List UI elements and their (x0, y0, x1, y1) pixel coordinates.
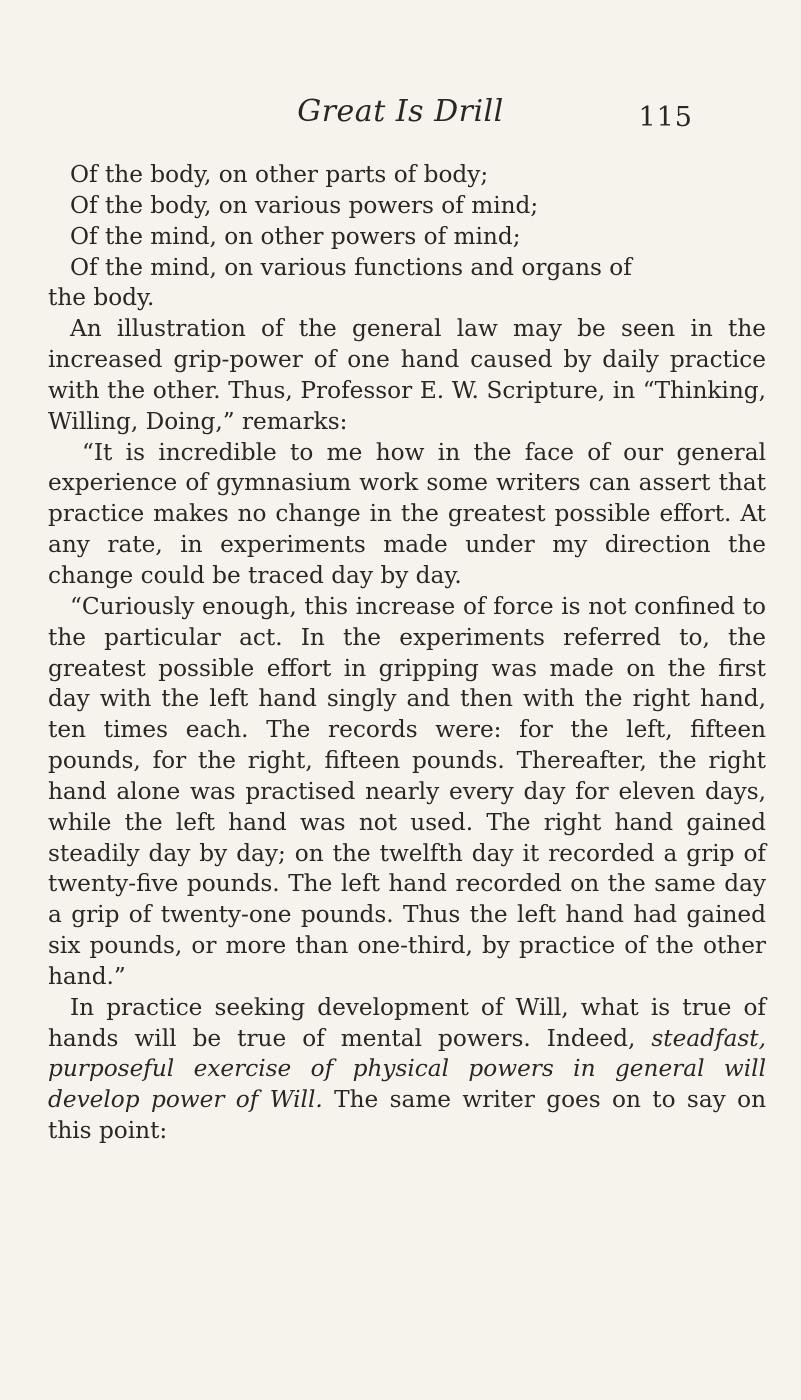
list-line-1: Of the body, on other parts of body; (70, 161, 489, 188)
paragraph-quote-curiously: “Curiously enough, this increase of force is not confined to the particular act. In the experiments referred to, the greatest possible effort in gripping was made on the first day with the left hand singly and then with the right hand, ten times each. The records were: for the left, fifteen pounds, for the right, fifteen pounds. Thereafter, the right hand alone was practised nearly every day for eleven days, while the left hand was not used. The right hand gained steadily day by day; on the twelfth day it recorded a grip of twenty-five pounds. The left hand recorded on the same day a grip of twenty-one pounds. Thus the left hand had gained six pounds, or more than one-third, by practice of the other hand.” (48, 592, 766, 990)
emphasized-sentence: steadfast, purposeful exercise of physical powers in general will develop power of Will. (48, 1024, 766, 1114)
paragraph-practice-end: The same writer goes on to say on this point: (48, 1086, 766, 1145)
running-head (0, 92, 801, 142)
running-title: Great Is Drill (297, 94, 504, 129)
paragraph-practice-will (48, 993, 766, 1147)
paragraph-quote-incredible: “It is incredible to me how in the face of our general experience of gymnasium work some writers can assert that practice makes no change in the greatest possible effort. At any rate, in experiments made under my direction the change could be traced day by day. (48, 438, 766, 589)
paragraph-illustration: An illustration of the general law may be seen in the increased grip-power of one hand caused by daily practice with the other. Thus, Professor E. W. Scripture, in “Thinking, Willing, Doing,” remarks: (48, 315, 766, 435)
body-text (48, 160, 766, 1147)
list-line-2: Of the body, on various powers of mind; (70, 191, 539, 219)
list-line-4: Of the mind, on various functions and organs of (70, 253, 632, 281)
list-line-3: Of the mind, on other powers of mind; (70, 222, 521, 250)
list-line-continuation: the body. (48, 284, 155, 312)
paragraph-practice-start: In practice seeking development of Will, what is true of hands will be true of mental powers. Indeed, (48, 993, 766, 1052)
page-number: 115 (638, 102, 693, 133)
